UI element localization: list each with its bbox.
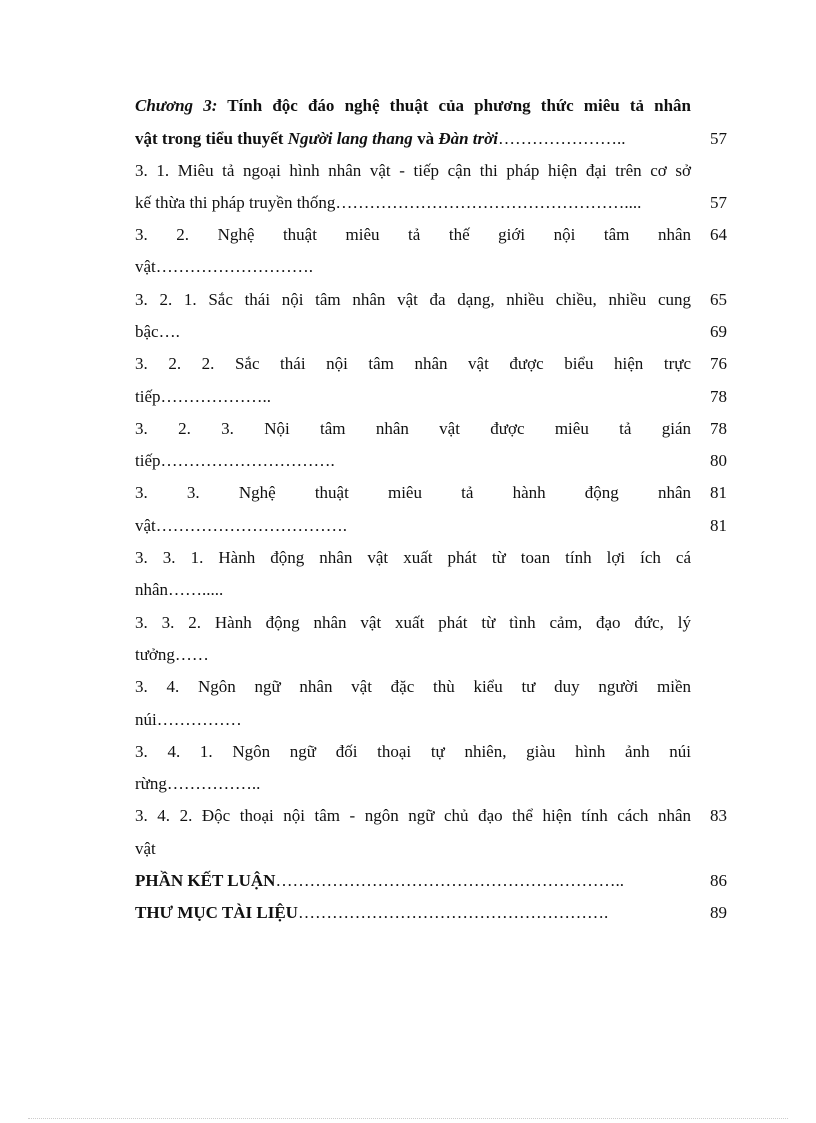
toc-bibliography <box>135 902 691 924</box>
chapter-title-part2: vật trong tiểu thuyết <box>135 129 288 148</box>
page-number: 78 <box>710 419 727 438</box>
toc-entry-line: 3. 3. 2. Hành động nhân vật xuất phát từ tình cảm, đạo đức, lý <box>135 613 691 632</box>
toc-entry-line: 3. 2. Nghệ thuật miêu tả thế giới nội tâm nhân <box>135 225 691 244</box>
conjunction: và <box>412 129 439 148</box>
conclusion-label: PHẦN KẾT LUẬN <box>135 871 276 890</box>
toc-entry-line: 3. 2. 3. Nội tâm nhân vật được miêu tả gián <box>135 419 691 438</box>
page-bottom-divider <box>28 1118 788 1119</box>
leader-dots: ………………………………………………. <box>297 903 609 922</box>
page-number: 78 <box>710 387 727 406</box>
toc-conclusion <box>135 870 691 892</box>
novel-title-2: Đàn trời <box>438 129 498 148</box>
page-number: 80 <box>710 451 727 470</box>
chapter-title-part1: Tính độc đáo nghệ thuật của phương thức miêu tả nhân <box>217 96 692 115</box>
page-number: 86 <box>710 871 727 890</box>
toc-entry-line: 3. 4. 2. Độc thoại nội tâm - ngôn ngữ chủ đạo thể hiện tính cách nhân <box>135 806 691 825</box>
page-number: 64 <box>710 225 727 244</box>
toc-entry-line: tưởng…… <box>135 645 209 664</box>
toc-entry-line: tiếp…………………………. <box>135 451 335 470</box>
toc-entry-line: vật……………………………. <box>135 516 348 535</box>
toc-entry-line: núi…………… <box>135 710 242 729</box>
toc-entry-line: 3. 2. 2. Sắc thái nội tâm nhân vật được biểu hiện trực <box>135 354 691 373</box>
toc-entry-line: bậc…. <box>135 322 180 341</box>
chapter-prefix: Chương 3: <box>135 96 218 115</box>
page-number: 57 <box>710 129 727 148</box>
toc-entry-line: vật <box>135 839 156 858</box>
page-number: 57 <box>710 193 727 212</box>
page-number: 69 <box>710 322 727 341</box>
toc-entry-line: 3. 2. 1. Sắc thái nội tâm nhân vật đa dạng, nhiều chiều, nhiều cung <box>135 290 691 309</box>
leader-dots: …………………………………………………….. <box>275 871 624 890</box>
page-number: 65 <box>710 290 727 309</box>
bibliography-label: THƯ MỤC TÀI LIỆU <box>135 903 298 922</box>
page-number: 89 <box>710 903 727 922</box>
toc-chapter3-line1 <box>135 95 691 117</box>
toc-entry-line: tiếp……………….. <box>135 387 271 406</box>
toc-entry-line: 3. 4. 1. Ngôn ngữ đối thoại tự nhiên, giàu hình ảnh núi <box>135 742 691 761</box>
page-number: 76 <box>710 354 727 373</box>
toc-entry-line: 3. 4. Ngôn ngữ nhân vật đặc thù kiểu tư duy người miền <box>135 677 691 696</box>
novel-title-1: Người lang thang <box>287 129 413 148</box>
toc-entry-line: 3. 1. Miêu tả ngoại hình nhân vật - tiếp cận thi pháp hiện đại trên cơ sở <box>135 161 691 180</box>
page-number: 81 <box>710 483 727 502</box>
page-number: 81 <box>710 516 727 535</box>
toc-entry-line: vật………………………. <box>135 257 314 276</box>
toc-entry-line: nhân……..... <box>135 580 224 599</box>
toc-entry-line: kế thừa thi pháp truyền thống…………………………………………….... <box>135 193 642 212</box>
toc-chapter3-line2 <box>135 128 691 150</box>
toc-entry-line: 3. 3. 1. Hành động nhân vật xuất phát từ toan tính lợi ích cá <box>135 548 691 567</box>
toc-entry-line: rừng…………….. <box>135 774 261 793</box>
page-number: 83 <box>710 806 727 825</box>
toc-entry-line: 3. 3. Nghệ thuật miêu tả hành động nhân <box>135 483 691 502</box>
leader-dots: ………………….. <box>497 129 626 148</box>
